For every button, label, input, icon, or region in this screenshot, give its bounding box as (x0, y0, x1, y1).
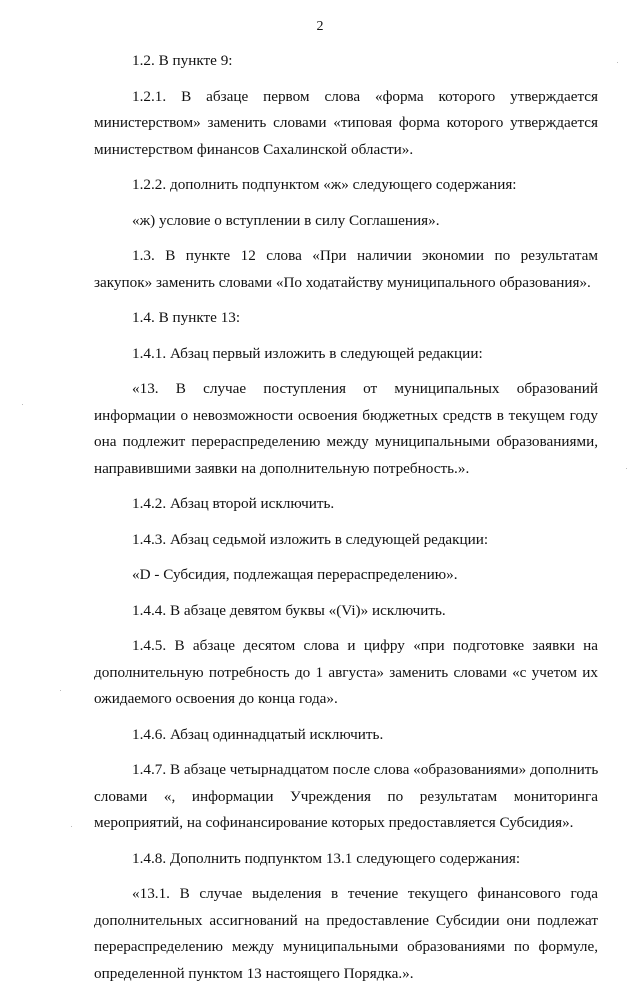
page-number: 2 (0, 19, 640, 35)
paragraph (94, 491, 598, 518)
paragraph-line: словами «, информации Учреждения по результатам мониторинга (94, 784, 598, 811)
paragraph-line: 1.2.1. В абзаце первом слова «форма которого утверждается (94, 84, 598, 111)
paragraph (94, 846, 598, 873)
paragraph-line: «D - Субсидия, подлежащая перераспределению». (94, 562, 598, 589)
scan-speck (71, 826, 72, 827)
paragraph (94, 172, 598, 199)
paragraph (94, 527, 598, 554)
paragraph-line: 1.4.8. Дополнить подпунктом 13.1 следующего содержания: (94, 846, 598, 873)
paragraph (94, 341, 598, 368)
paragraph-line: «ж) условие о вступлении в силу Соглашения». (94, 208, 598, 235)
paragraph-line: 1.4. В пункте 13: (94, 305, 598, 332)
paragraph-line: перераспределению между муниципальными образованиями по формуле, (94, 934, 598, 961)
paragraph-line: 1.3. В пункте 12 слова «При наличии экономии по результатам (94, 243, 598, 270)
paragraph-line: определенной пунктом 13 настоящего Порядка.». (94, 961, 598, 987)
paragraph (94, 757, 598, 837)
paragraph-line: направившими заявки на дополнительную потребность.». (94, 456, 598, 483)
paragraph-line: «13. В случае поступления от муниципальных образований (94, 376, 598, 403)
scan-speck (617, 62, 618, 63)
paragraph-line: 1.4.1. Абзац первый изложить в следующей редакции: (94, 341, 598, 368)
paragraph-line: информации о невозможности освоения бюджетных средств в текущем году (94, 403, 598, 430)
paragraph (94, 562, 598, 589)
paragraph-line: 1.4.3. Абзац седьмой изложить в следующей редакции: (94, 527, 598, 554)
paragraph (94, 881, 598, 987)
paragraph-line: 1.4.2. Абзац второй исключить. (94, 491, 598, 518)
paragraph-line: мероприятий, на софинансирование которых предоставляется Субсидия». (94, 810, 598, 837)
paragraph-line: 1.4.7. В абзаце четырнадцатом после слова «образованиями» дополнить (94, 757, 598, 784)
paragraph-line: министерством финансов Сахалинской области». (94, 137, 598, 164)
paragraph (94, 376, 598, 482)
document-body (94, 48, 598, 987)
paragraph (94, 208, 598, 235)
paragraph-line: закупок» заменить словами «По ходатайству муниципального образования». (94, 270, 598, 297)
paragraph-line: министерством» заменить словами «типовая форма которого утверждается (94, 110, 598, 137)
paragraph-line: она подлежит перераспределению между муниципальными образованиями, (94, 429, 598, 456)
paragraph-line: 1.4.4. В абзаце девятом буквы «(Vi)» исключить. (94, 598, 598, 625)
paragraph (94, 84, 598, 164)
paragraph-line: дополнительную потребность до 1 августа» заменить словами «с учетом их (94, 660, 598, 687)
paragraph-line: дополнительных ассигнований на предоставление Субсидии они подлежат (94, 908, 598, 935)
paragraph (94, 243, 598, 296)
paragraph (94, 598, 598, 625)
paragraph-line: 1.2.2. дополнить подпунктом «ж» следующего содержания: (94, 172, 598, 199)
scan-speck (60, 690, 61, 691)
paragraph (94, 722, 598, 749)
paragraph-line: 1.4.5. В абзаце десятом слова и цифру «при подготовке заявки на (94, 633, 598, 660)
scan-speck (626, 468, 627, 469)
paragraph-line: ожидаемого освоения до конца года». (94, 686, 598, 713)
paragraph-line: 1.2. В пункте 9: (94, 48, 598, 75)
scan-speck (22, 404, 23, 405)
paragraph (94, 48, 598, 75)
paragraph-line: «13.1. В случае выделения в течение текущего финансового года (94, 881, 598, 908)
paragraph (94, 633, 598, 713)
paragraph-line: 1.4.6. Абзац одиннадцатый исключить. (94, 722, 598, 749)
paragraph (94, 305, 598, 332)
